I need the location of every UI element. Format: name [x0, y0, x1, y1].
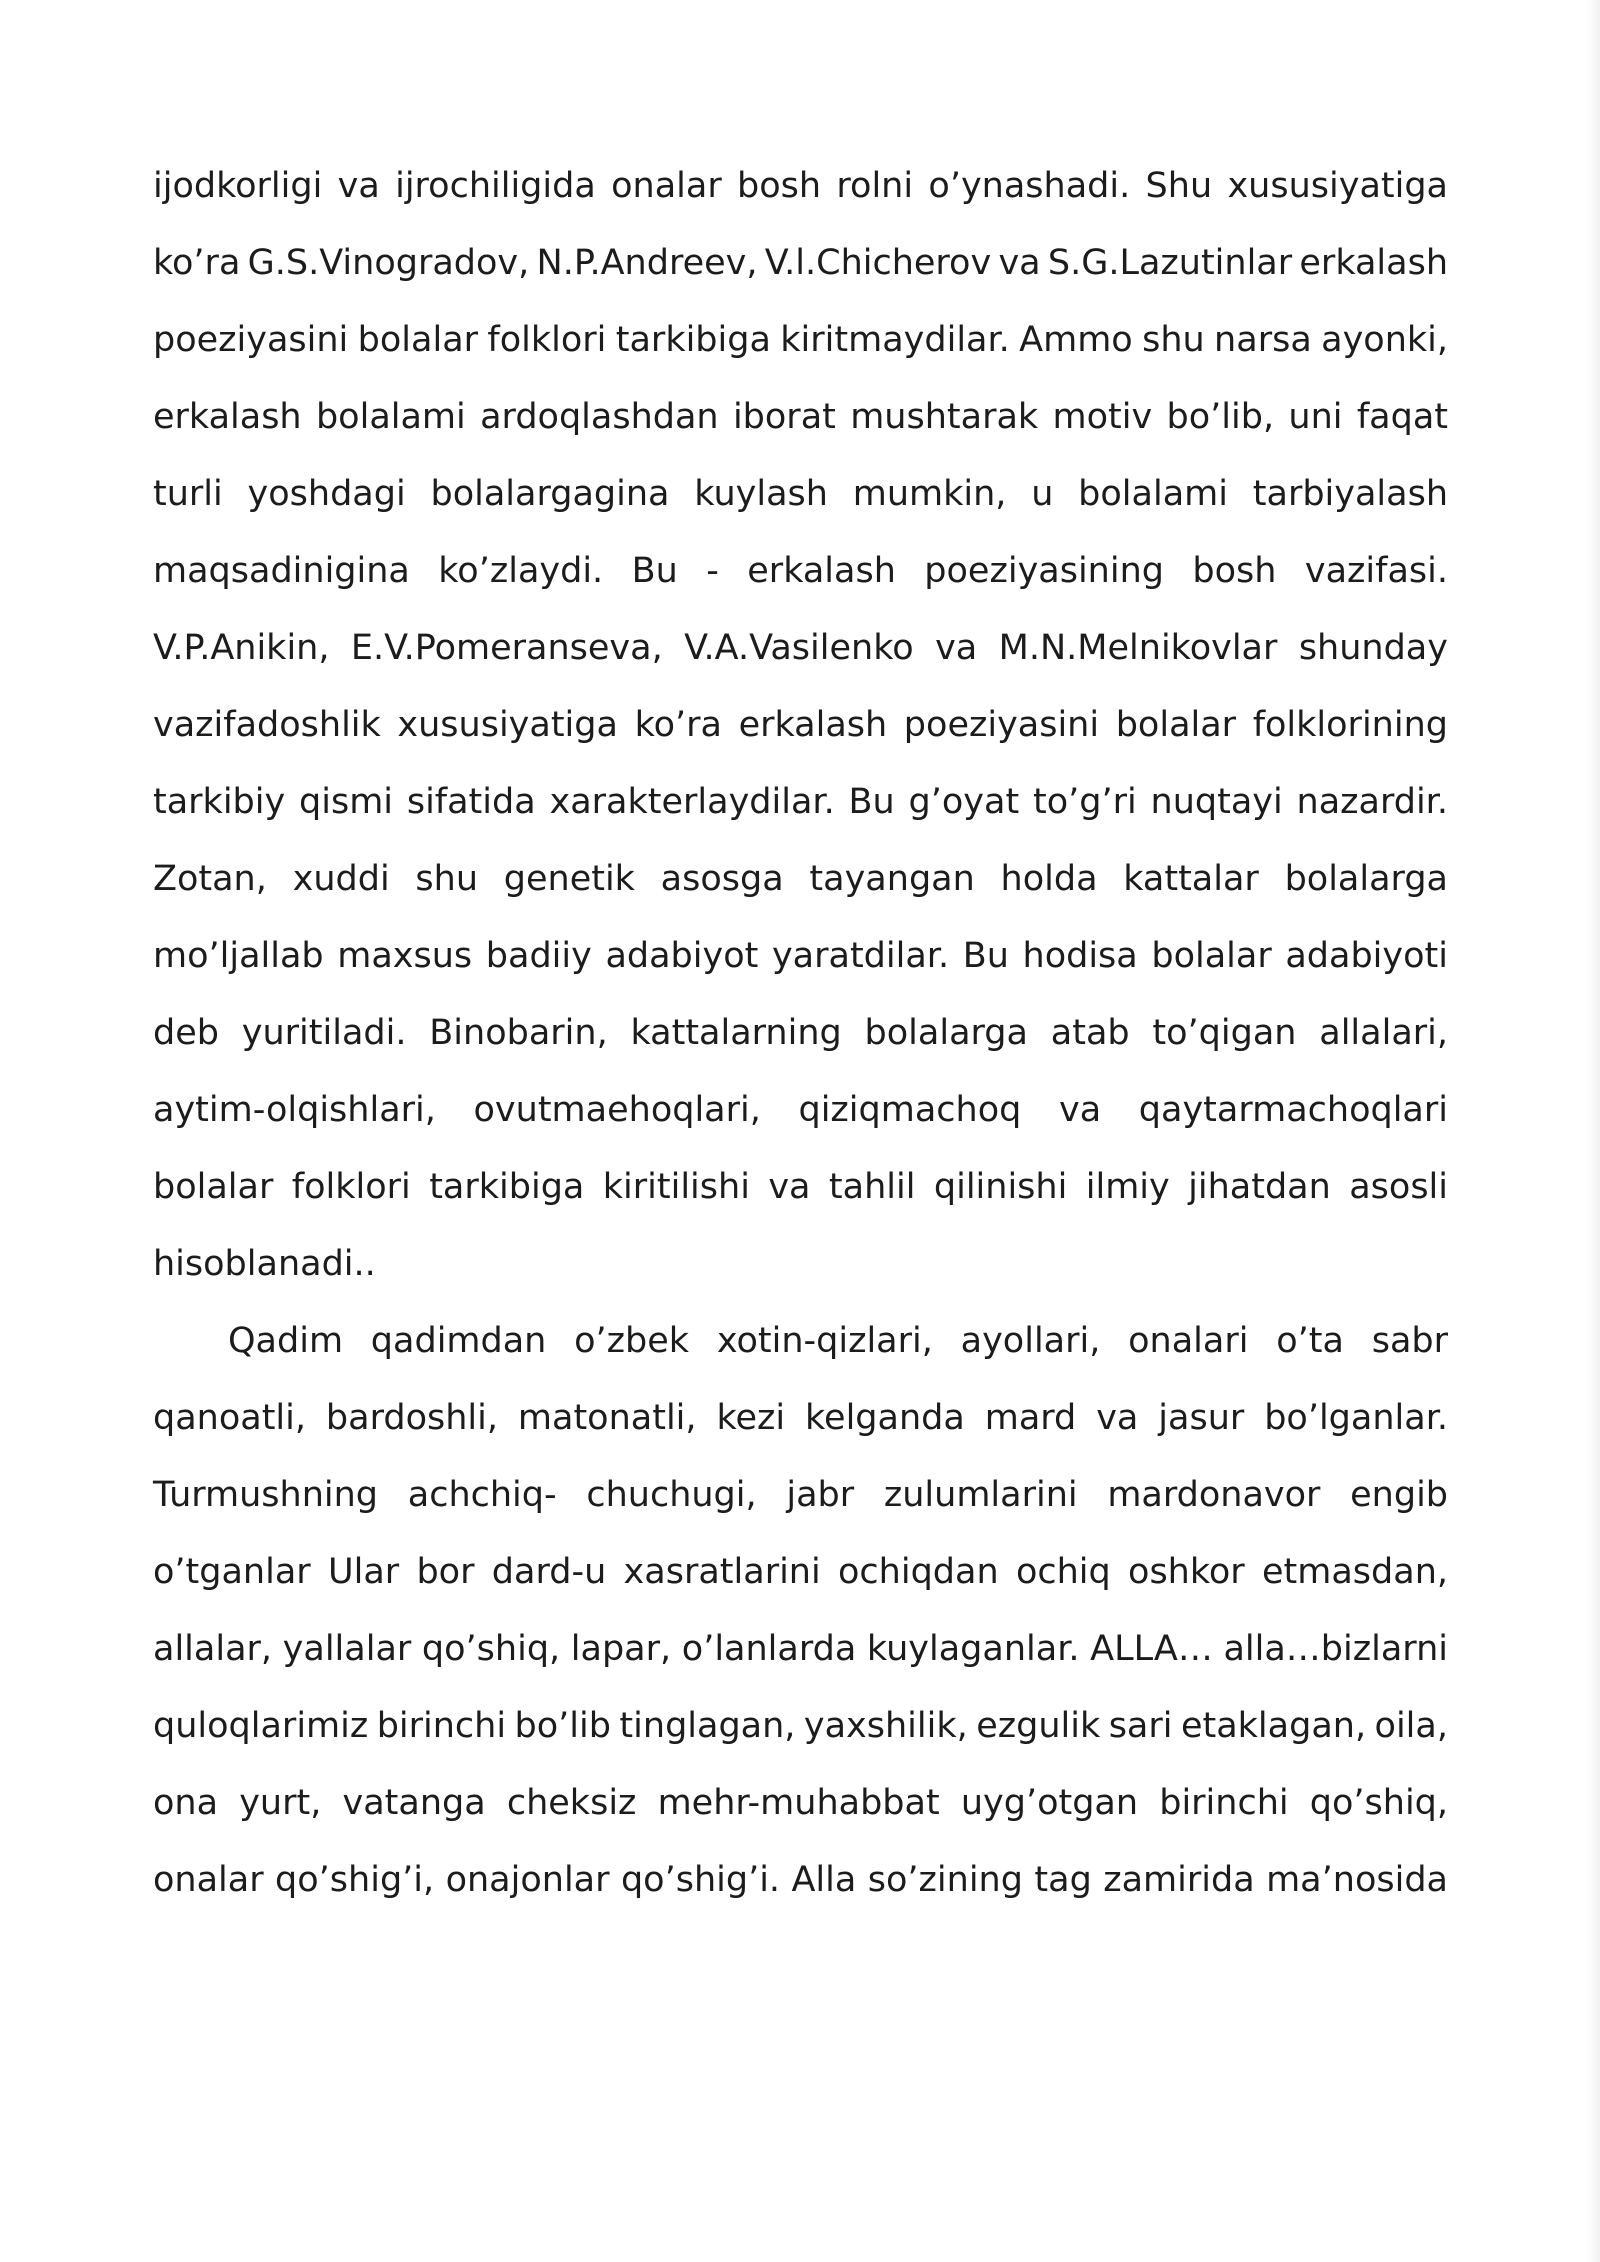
text-line: bolalar folklori tarkibiga kiritilishi va tahlil qilinishi ilmiy jihatdan asosli [153, 1167, 1449, 1207]
text-line: onalar qo’shig’i, onajonlar qo’shig’i. Alla so’zining tag zamirida ma’nosida [153, 1860, 1448, 1900]
text-line: ona yurt, vatanga cheksiz mehr-muhabbat uyg’otgan birinchi qo’shiq, [153, 1783, 1449, 1823]
page-edge-shadow [1586, 0, 1600, 2262]
text-line: maqsadinigina ko’zlaydi. Bu - erkalash poeziyasining bosh vazifasi. [153, 551, 1449, 591]
text-line: mo’ljallab maxsus badiiy adabiyot yaratdilar. Bu hodisa bolalar adabiyoti [153, 936, 1448, 976]
paragraph-1 [153, 148, 1448, 1303]
text-line: poeziyasini bolalar folklori tarkibiga kiritmaydilar. Ammo shu narsa ayonki, [153, 320, 1449, 360]
text-line: V.P.Anikin, E.V.Pomeranseva, V.A.Vasilenko va M.N.Melnikovlar shunday [153, 628, 1448, 668]
text-line: allalar, yallalar qo’shiq, lapar, o’lanlarda kuylaganlar. ALLA… alla…bizlarni [153, 1629, 1448, 1669]
text-line: qanoatli, bardoshli, matonatli, kezi kelganda mard va jasur bo’lganlar. [153, 1398, 1448, 1438]
text-line: tarkibiy qismi sifatida xarakterlaydilar. Bu g’oyat to’g’ri nuqtayi nazardir. [153, 782, 1448, 822]
text-line: Turmushning achchiq- chuchugi, jabr zulumlarini mardonavor engib [153, 1475, 1449, 1515]
text-line: o’tganlar Ular bor dard-u xasratlarini ochiqdan ochiq oshkor etmasdan, [153, 1552, 1448, 1592]
text-line: aytim-olqishlari, ovutmaehoqlari, qiziqmachoq va qaytarmachoqlari [153, 1090, 1448, 1130]
text-line: hisoblanadi.. [153, 1244, 376, 1284]
text-line: turli yoshdagi bolalargagina kuylash mumkin, u bolalami tarbiyalash [153, 474, 1449, 514]
text-line: vazifadoshlik xususiyatiga ko’ra erkalash poeziyasini bolalar folklorining [153, 705, 1448, 745]
text-line: Qadim qadimdan o’zbek xotin-qizlari, ayollari, onalari o’ta sabr [228, 1321, 1449, 1361]
text-line: ijodkorligi va ijrochiligida onalar bosh rolni o’ynashadi. Shu xususiyatiga [153, 166, 1449, 206]
text-line: deb yuritiladi. Binobarin, kattalarning bolalarga atab to’qigan allalari, [153, 1013, 1449, 1053]
paragraph-2 [153, 1303, 1448, 1919]
text-line: quloqlarimiz birinchi bo’lib tinglagan, yaxshilik, ezgulik sari etaklagan, oila, [153, 1706, 1448, 1746]
text-line: ko’ra G.S.Vinogradov, N.P.Andreev, V.l.Chicherov va S.G.Lazutinlar erkalash [153, 243, 1449, 283]
text-line: Zotan, xuddi shu genetik asosga tayangan holda kattalar bolalarga [153, 859, 1448, 899]
body-text [153, 148, 1448, 1919]
text-line: erkalash bolalami ardoqlashdan iborat mushtarak motiv bo’lib, uni faqat [153, 397, 1449, 437]
